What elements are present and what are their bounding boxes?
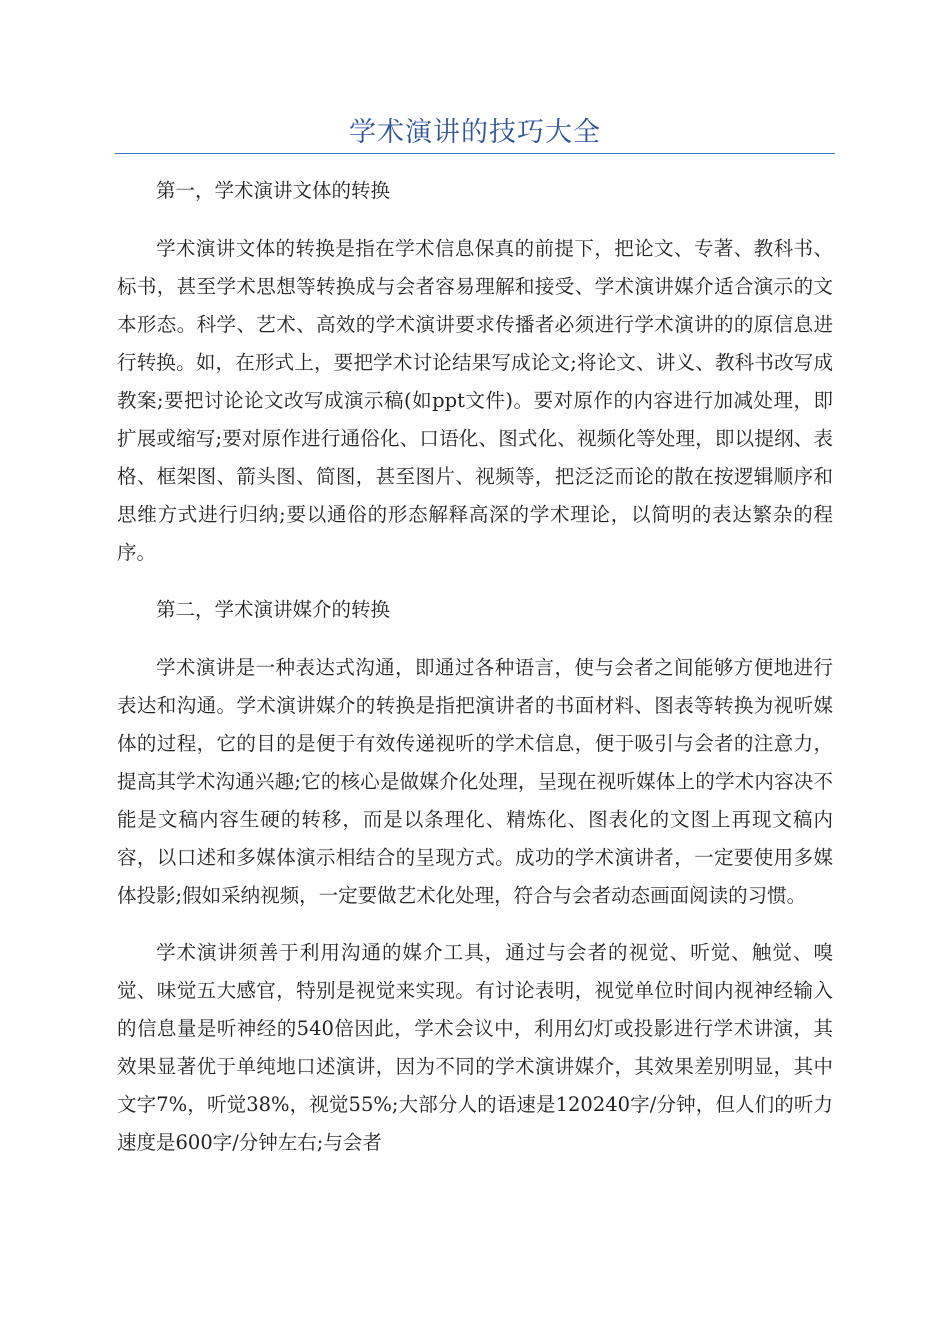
section-heading-2: 第二，学术演讲媒介的转换 [156, 598, 391, 621]
document-title: 学术演讲的技巧大全 [349, 117, 601, 148]
title-underline [115, 153, 835, 154]
body-paragraph: 学术演讲文体的转换是指在学术信息保真的前提下，把论文、专著、教科书、标书，甚至学术思想等转换成与会者容易理解和接受、学术演讲媒介适合演示的文本形态。科学、艺术、高效的学术演讲要求传播者必须进行学术演讲的的原信息进行转换。如，在形式上，要把学术讨论结果写成论文;将论文、讲义、教科书改写成教案;要把讨论论文改写成演示稿(如ppt文件)。要对原作的内容进行加减处理，即扩展或缩写;要对原作进行通俗化、口语化、图式化、视频化等处理，即以提纲、表格、框架图、箭头图、简图，甚至图片、视频等，把泛泛而论的散在按逻辑顺序和思维方式进行归纳;要以通俗的形态解释高深的学术理论，以简明的表达繁杂的程序。 [117, 237, 833, 564]
document-body [117, 172, 833, 1181]
body-paragraph: 学术演讲须善于利用沟通的媒介工具，通过与会者的视觉、听觉、触觉、嗅觉、味觉五大感官，特别是视觉来实现。有讨论表明，视觉单位时间内视神经输入的信息量是听神经的540倍因此，学术会议中，利用幻灯或投影进行学术讲演，其效果显著优于单纯地口述演讲，因为不同的学术演讲媒介，其效果差别明显，其中文字7%，听觉38%，视觉55%;大部分人的语速是120240字/分钟，但人们的听力速度是600字/分钟左右;与会者 [117, 941, 833, 1154]
body-paragraph: 学术演讲是一种表达式沟通，即通过各种语言，使与会者之间能够方便地进行表达和沟通。学术演讲媒介的转换是指把演讲者的书面材料、图表等转换为视听媒体的过程，它的目的是便于有效传递视听的学术信息，便于吸引与会者的注意力，提高其学术沟通兴趣;它的核心是做媒介化处理，呈现在视听媒体上的学术内容决不能是文稿内容生硬的转移，而是以条理化、精炼化、图表化的文图上再现文稿内容，以口述和多媒体演示相结合的呈现方式。成功的学术演讲者，一定要使用多媒体投影;假如采纳视频，一定要做艺术化处理，符合与会者动态画面阅读的习惯。 [117, 656, 833, 907]
section-heading-1: 第一，学术演讲文体的转换 [156, 179, 391, 202]
